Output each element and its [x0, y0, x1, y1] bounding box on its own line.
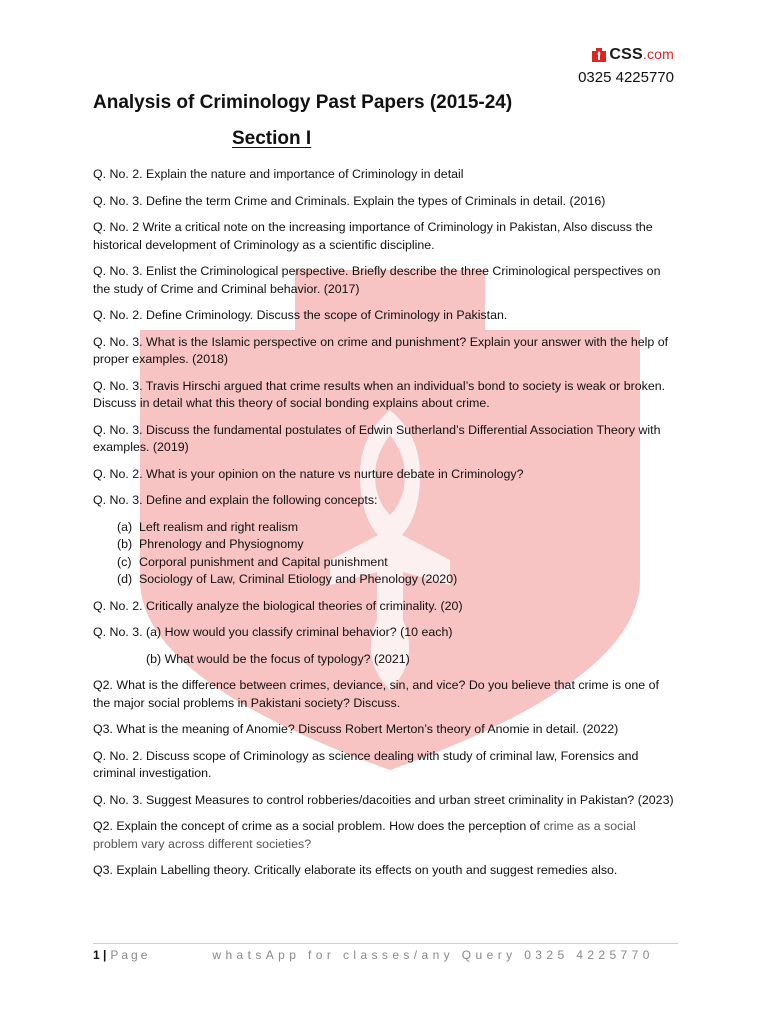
questions-list [93, 166, 678, 889]
question-item: Q. No. 3. Suggest Measures to control robberies/dacoities and urban street criminality in Pakistan? (2023) [93, 792, 674, 807]
concept-item [117, 536, 678, 554]
question-item: Q. No. 3. Enlist the Criminological perspective. Briefly describe the three Criminological perspectives on the study of Crime and Criminal behavior. (2017) [93, 264, 661, 296]
concept-text: Corporal punishment and Capital punishment [139, 554, 388, 569]
question-text-grey: crime as a social problem vary across different societies? [93, 819, 636, 851]
concepts-list [93, 519, 678, 589]
question-item: Q. No. 2. Explain the nature and importance of Criminology in detail [93, 167, 464, 181]
question-item: Q. No. 3. Travis Hirschi argued that crime results when an individual’s bond to society is weak or broken. Discuss in detail what this theory of social bonding explains about crime. [93, 378, 666, 410]
concept-marker: (c) [117, 554, 132, 569]
question-item: Q3. Explain Labelling theory. Critically elaborate its effects on youth and suggest remedies also. [93, 863, 618, 877]
question-item: Q. No. 3. Define and explain the following concepts: [93, 493, 378, 507]
question-text: Q2. Explain the concept of crime as a social problem. How does the perception of [93, 819, 544, 833]
question-item: Q2. What is the difference between crimes, deviance, sin, and vice? Do you believe that crime is one of the major social problems in Pakistani society? Discuss. [93, 678, 659, 710]
brand-logo[interactable] [592, 46, 674, 64]
concept-item [117, 554, 678, 572]
header-phone-number: 0325 4225770 [578, 69, 674, 86]
question-item: Q3. What is the meaning of Anomie? Discuss Robert Merton’s theory of Anomie in detail. (2022) [93, 722, 619, 736]
question-item: Q. No. 3. Define the term Crime and Criminals. Explain the types of Criminals in detail. (2016) [93, 193, 606, 208]
question-item [93, 818, 678, 853]
concept-item [117, 519, 678, 537]
question-item: Q. No. 2 Write a critical note on the increasing importance of Criminology in Pakistan, Also discuss the historical development of Criminology as a scientific discipline. [93, 220, 653, 252]
question-item: Q. No. 3. (a) How would you classify criminal behavior? (10 each) [93, 625, 453, 639]
concept-item [117, 571, 678, 589]
footer-divider [93, 943, 678, 944]
question-subitem: (b) What would be the focus of typology? (2021) [146, 651, 410, 666]
page-label: Page [110, 948, 151, 962]
logo-cross-icon [592, 48, 606, 62]
concept-text: Sociology of Law, Criminal Etiology and Phenology (2020) [139, 572, 458, 586]
section-heading: Section I [232, 128, 312, 149]
concept-text: Phrenology and Physiognomy [139, 537, 304, 551]
page-number: 1 | [93, 948, 107, 962]
logo-text: CSS.com [609, 46, 674, 63]
question-item: Q. No. 2. Define Criminology. Discuss the scope of Criminology in Pakistan. [93, 308, 508, 322]
footer-contact-text: whatsApp for classes/any Query 0325 4225770 [212, 948, 654, 962]
question-item: Q. No. 2. Critically analyze the biological theories of criminality. (20) [93, 598, 463, 613]
question-item: Q. No. 3. Discuss the fundamental postulates of Edwin Sutherland’s Differential Association Theory with examples. (2019) [93, 422, 661, 454]
question-item: Q. No. 2. Discuss scope of Criminology as science dealing with study of criminal law, Forensics and criminal investigation. [93, 748, 639, 780]
concept-marker: (d) [117, 572, 133, 586]
concept-text: Left realism and right realism [139, 519, 299, 534]
concept-marker: (b) [117, 537, 133, 551]
logo-domain: .com [642, 46, 674, 62]
page-title: Analysis of Criminology Past Papers (2015-24) [93, 92, 513, 113]
page-footer [93, 948, 678, 962]
concept-marker: (a) [117, 519, 133, 534]
question-item: Q. No. 2. What is your opinion on the nature vs nurture debate in Criminology? [93, 466, 524, 481]
question-item: Q. No. 3. What is the Islamic perspective on crime and punishment? Explain your answer with the help of proper examples. (2018) [93, 334, 669, 366]
